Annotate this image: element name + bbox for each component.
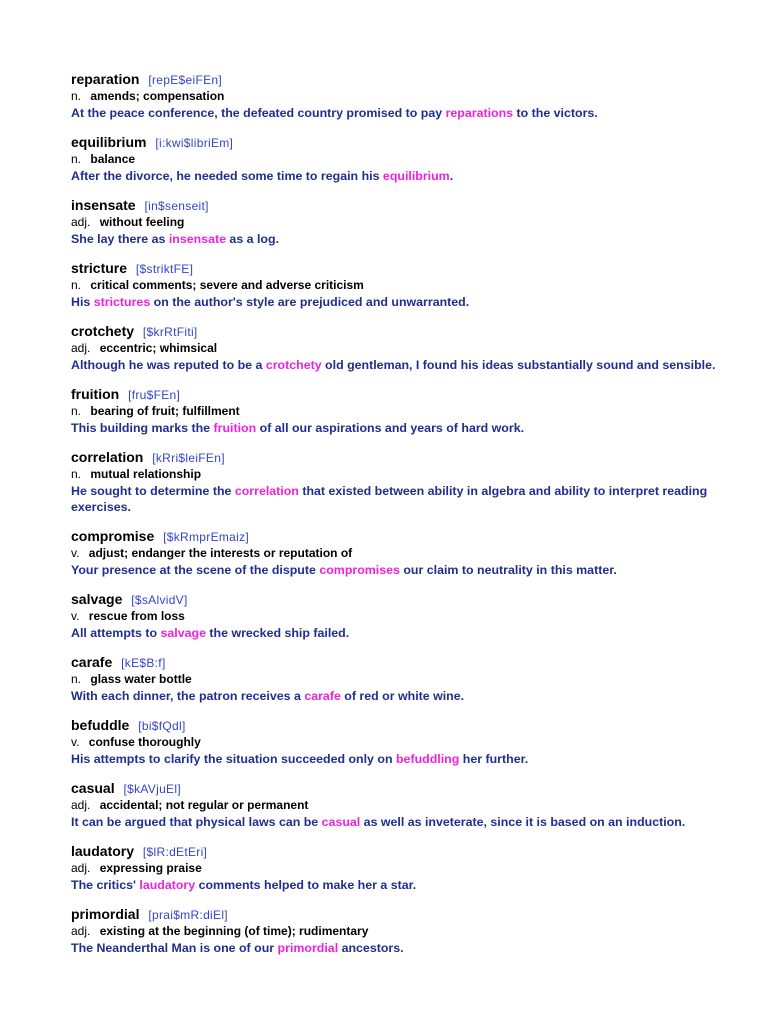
vocabulary-entry xyxy=(71,323,721,373)
definition: glass water bottle xyxy=(90,672,192,686)
example-text-after: to the victors. xyxy=(513,106,598,120)
part-of-speech: n. xyxy=(71,404,82,418)
headword: salvage xyxy=(71,591,123,607)
part-of-speech: v. xyxy=(71,609,80,623)
definition: expressing praise xyxy=(99,861,202,875)
vocabulary-entry xyxy=(71,71,721,121)
example-highlighted-word: laudatory xyxy=(139,878,196,892)
part-of-speech: adj. xyxy=(71,924,91,938)
entry-header xyxy=(71,197,721,215)
headword: compromise xyxy=(71,528,155,544)
entry-header xyxy=(71,780,721,798)
example-text-before: Your presence at the scene of the dispute xyxy=(71,563,320,577)
example-text-before: It can be argued that physical laws can be xyxy=(71,815,322,829)
part-of-speech: adj. xyxy=(71,215,91,229)
part-of-speech: adj. xyxy=(71,341,91,355)
part-of-speech: v. xyxy=(71,735,80,749)
example-text-after: of red or white wine. xyxy=(340,689,465,703)
entry-header xyxy=(71,71,721,89)
phonetic-transcription: [i:kwi$libriEm] xyxy=(155,136,234,150)
example-text-before: The critics' xyxy=(71,878,140,892)
example-sentence xyxy=(71,940,721,956)
vocabulary-entry xyxy=(71,843,721,893)
headword: insensate xyxy=(71,197,136,213)
example-text-before: With each dinner, the patron receives a xyxy=(71,689,305,703)
headword: primordial xyxy=(71,906,140,922)
part-of-speech: n. xyxy=(71,467,82,481)
definition-line xyxy=(71,404,721,419)
vocabulary-entry xyxy=(71,260,721,310)
example-text-after: ancestors. xyxy=(338,941,404,955)
example-highlighted-word: salvage xyxy=(160,626,206,640)
example-sentence xyxy=(71,168,721,184)
definition-line xyxy=(71,215,721,230)
example-sentence xyxy=(71,625,721,641)
vocabulary-entry xyxy=(71,528,721,578)
example-sentence xyxy=(71,562,721,578)
phonetic-transcription: [bi$fQdl] xyxy=(138,719,186,733)
vocabulary-entry xyxy=(71,654,721,704)
definition-line xyxy=(71,278,721,293)
example-text-before: His xyxy=(71,295,94,309)
definition-line xyxy=(71,609,721,624)
part-of-speech: v. xyxy=(71,546,80,560)
example-text-after: her further. xyxy=(459,752,529,766)
entry-header xyxy=(71,528,721,546)
example-highlighted-word: equilibrium xyxy=(382,169,450,183)
vocabulary-entry xyxy=(71,386,721,436)
entry-header xyxy=(71,386,721,404)
phonetic-transcription: [$sAlvidV] xyxy=(131,593,188,607)
example-highlighted-word: casual xyxy=(321,815,361,829)
example-text-before: All attempts to xyxy=(71,626,161,640)
example-text-after: . xyxy=(449,169,454,183)
part-of-speech: n. xyxy=(71,672,82,686)
entry-header xyxy=(71,134,721,152)
example-highlighted-word: strictures xyxy=(93,295,151,309)
headword: carafe xyxy=(71,654,113,670)
definition: balance xyxy=(90,152,136,166)
definition: without feeling xyxy=(99,215,185,229)
entry-header xyxy=(71,323,721,341)
definition-line xyxy=(71,672,721,687)
example-sentence xyxy=(71,751,721,767)
phonetic-transcription: [$krRtFiti] xyxy=(142,325,198,339)
headword: correlation xyxy=(71,449,144,465)
example-text-after: that existed between ability in algebra and ability to interpret reading exercises. xyxy=(71,484,708,514)
example-highlighted-word: crotchety xyxy=(265,358,322,372)
example-text-after: comments helped to make her a star. xyxy=(195,878,417,892)
example-highlighted-word: befuddling xyxy=(395,752,460,766)
definition: amends; compensation xyxy=(90,89,225,103)
example-text-before: This building marks the xyxy=(71,421,214,435)
vocabulary-list xyxy=(71,71,721,969)
headword: reparation xyxy=(71,71,140,87)
definition-line xyxy=(71,467,721,482)
vocabulary-entry xyxy=(71,906,721,956)
example-text-after: our claim to neutrality in this matter. xyxy=(399,563,617,577)
headword: crotchety xyxy=(71,323,135,339)
example-sentence xyxy=(71,877,721,893)
phonetic-transcription: [repE$eiFEn] xyxy=(148,73,222,87)
part-of-speech: n. xyxy=(71,278,82,292)
vocabulary-entry xyxy=(71,449,721,515)
phonetic-transcription: [prai$mR:diEl] xyxy=(148,908,228,922)
definition: accidental; not regular or permanent xyxy=(99,798,309,812)
definition: bearing of fruit; fulfillment xyxy=(90,404,240,418)
example-highlighted-word: fruition xyxy=(213,421,257,435)
entry-header xyxy=(71,260,721,278)
example-highlighted-word: insensate xyxy=(168,232,226,246)
example-sentence xyxy=(71,420,721,436)
definition: confuse thoroughly xyxy=(88,735,201,749)
phonetic-transcription: [kE$B:f] xyxy=(121,656,166,670)
example-sentence xyxy=(71,688,721,704)
part-of-speech: adj. xyxy=(71,798,91,812)
example-text-before: She lay there as xyxy=(71,232,169,246)
vocabulary-entry xyxy=(71,717,721,767)
part-of-speech: n. xyxy=(71,152,82,166)
phonetic-transcription: [$kRmprEmaiz] xyxy=(163,530,250,544)
example-text-after: old gentleman, I found his ideas substantially sound and sensible. xyxy=(321,358,716,372)
headword: befuddle xyxy=(71,717,130,733)
headword: laudatory xyxy=(71,843,135,859)
example-sentence xyxy=(71,231,721,247)
example-sentence xyxy=(71,814,721,830)
phonetic-transcription: [$striktFE] xyxy=(135,262,194,276)
definition: adjust; endanger the interests or reputation of xyxy=(88,546,353,560)
entry-header xyxy=(71,449,721,467)
definition: mutual relationship xyxy=(90,467,202,481)
phonetic-transcription: [kRri$leiFEn] xyxy=(152,451,225,465)
definition-line xyxy=(71,798,721,813)
part-of-speech: adj. xyxy=(71,861,91,875)
example-text-before: He sought to determine the xyxy=(71,484,235,498)
definition: rescue from loss xyxy=(88,609,185,623)
example-text-after: the wrecked ship failed. xyxy=(205,626,350,640)
example-text-after: of all our aspirations and years of hard work. xyxy=(256,421,525,435)
headword: casual xyxy=(71,780,115,796)
example-text-after: as a log. xyxy=(225,232,280,246)
definition-line xyxy=(71,89,721,104)
definition-line xyxy=(71,546,721,561)
example-highlighted-word: compromises xyxy=(319,563,400,577)
headword: equilibrium xyxy=(71,134,147,150)
entry-header xyxy=(71,717,721,735)
headword: stricture xyxy=(71,260,128,276)
example-text-before: His attempts to clarify the situation succeeded only on xyxy=(71,752,396,766)
entry-header xyxy=(71,654,721,672)
example-text-before: At the peace conference, the defeated country promised to pay xyxy=(71,106,446,120)
phonetic-transcription: [$kAVjuEl] xyxy=(123,782,181,796)
definition-line xyxy=(71,735,721,750)
example-text-before: Although he was reputed to be a xyxy=(71,358,266,372)
definition: existing at the beginning (of time); rudimentary xyxy=(99,924,369,938)
entry-header xyxy=(71,906,721,924)
example-highlighted-word: correlation xyxy=(234,484,299,498)
vocabulary-entry xyxy=(71,591,721,641)
example-text-after: on the author's style are prejudiced and unwarranted. xyxy=(150,295,470,309)
example-text-after: as well as inveterate, since it is based on an induction. xyxy=(360,815,686,829)
example-sentence xyxy=(71,105,721,121)
vocabulary-entry xyxy=(71,780,721,830)
vocabulary-entry xyxy=(71,197,721,247)
example-text-before: After the divorce, he needed some time to regain his xyxy=(71,169,383,183)
phonetic-transcription: [fru$FEn] xyxy=(128,388,181,402)
definition-line xyxy=(71,924,721,939)
example-sentence xyxy=(71,294,721,310)
definition-line xyxy=(71,341,721,356)
headword: fruition xyxy=(71,386,120,402)
entry-header xyxy=(71,591,721,609)
vocabulary-entry xyxy=(71,134,721,184)
phonetic-transcription: [in$senseit] xyxy=(144,199,209,213)
phonetic-transcription: [$lR:dEtEri] xyxy=(142,845,208,859)
example-highlighted-word: reparations xyxy=(445,106,514,120)
definition-line xyxy=(71,152,721,167)
entry-header xyxy=(71,843,721,861)
definition: eccentric; whimsical xyxy=(99,341,218,355)
example-sentence xyxy=(71,483,721,515)
part-of-speech: n. xyxy=(71,89,82,103)
example-highlighted-word: primordial xyxy=(277,941,339,955)
example-highlighted-word: carafe xyxy=(304,689,341,703)
example-sentence xyxy=(71,357,721,373)
definition-line xyxy=(71,861,721,876)
definition: critical comments; severe and adverse criticism xyxy=(90,278,364,292)
example-text-before: The Neanderthal Man is one of our xyxy=(71,941,278,955)
